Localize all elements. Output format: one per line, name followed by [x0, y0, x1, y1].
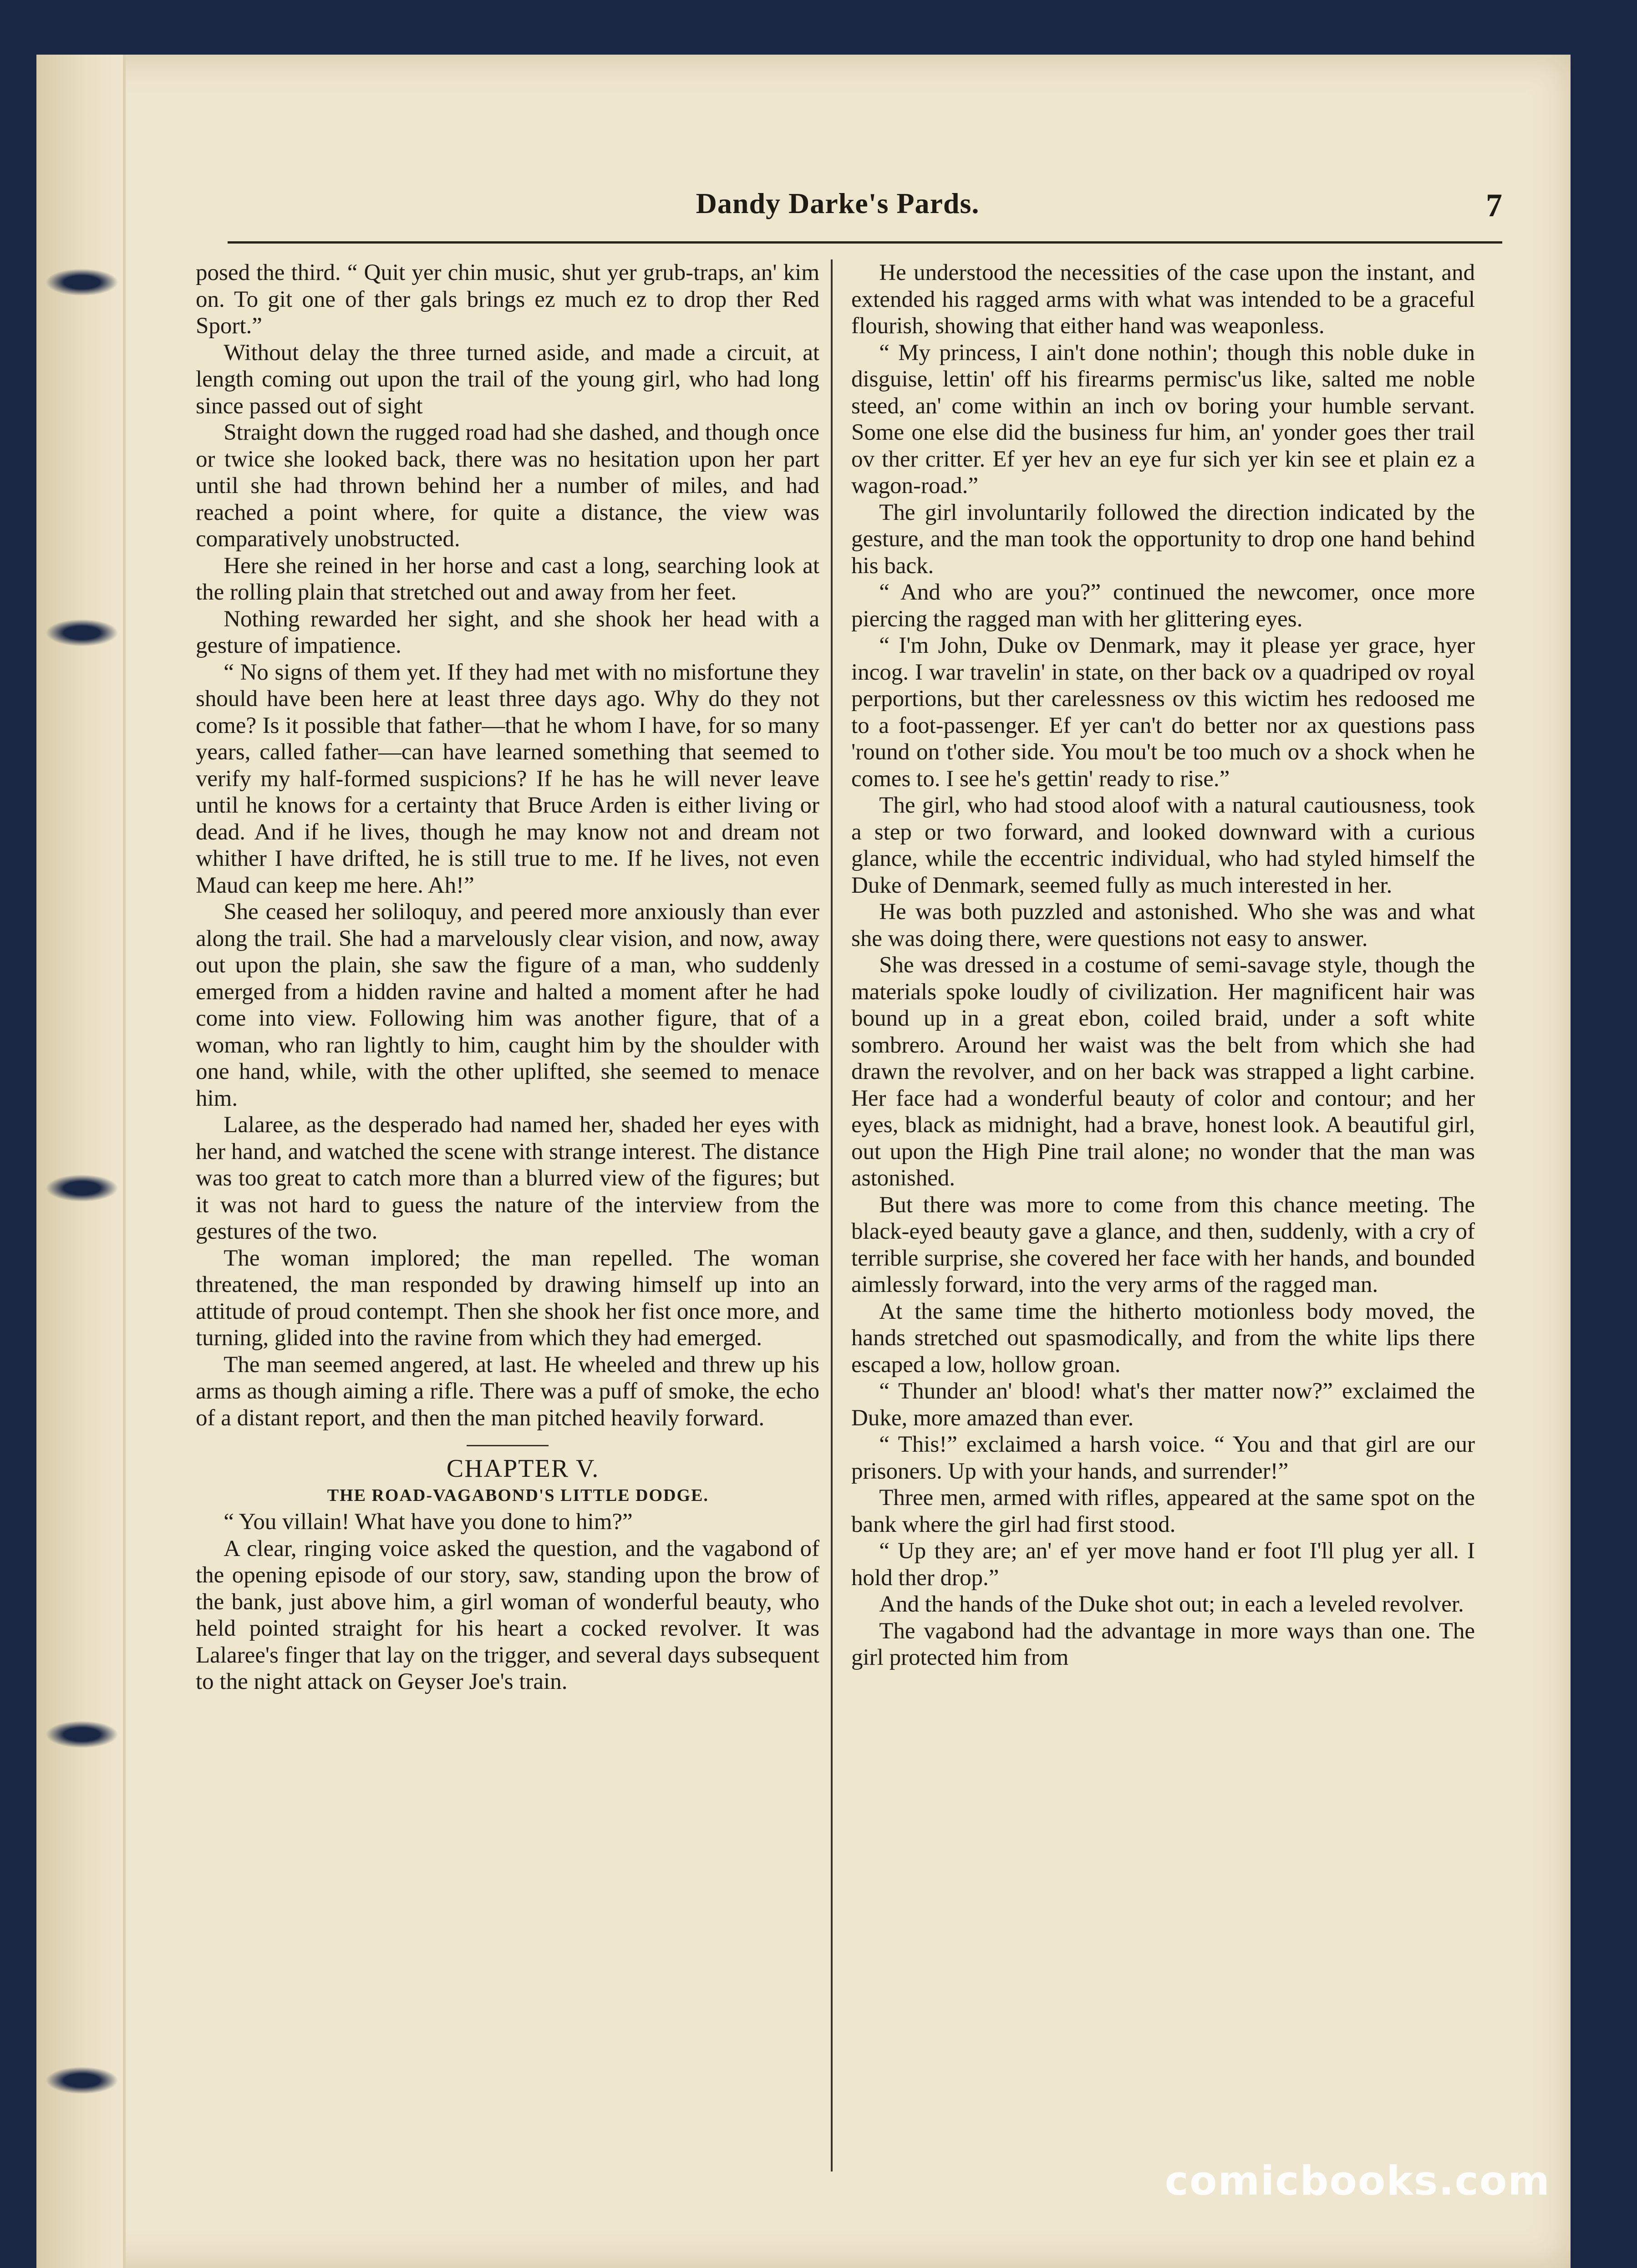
chapter-title: CHAPTER V.: [446, 1454, 600, 1483]
paragraph: He was both puzzled and astonished. Who she was and what she was doing there, were questions not easy to answer.: [851, 899, 1475, 951]
paragraph: “ You villain! What have you done to him?”: [224, 1509, 633, 1535]
paragraph: posed the third. “ Quit yer chin music, shut yer grub-traps, an' kim on. To git one of ther gals brings ez much ez to drop ther Red Sport.”: [196, 260, 819, 339]
binding-gutter: [36, 55, 126, 2268]
paragraph: The woman implored; the man repelled. The woman threatened, the man responded by drawing himself up into an attitude of proud contempt. Then she shook her fist once more, and turning, glided into the ravine from which they had emerged.: [196, 1245, 819, 1351]
binding-stitch: [46, 1721, 118, 1748]
paragraph: But there was more to come from this chance meeting. The black-eyed beauty gave a glance, and then, suddenly, with a cry of terrible surprise, she covered her face with her hands, and bounded aimlessly forward, into the very arms of the ragged man.: [851, 1192, 1475, 1297]
right-column: [851, 259, 1475, 2194]
paragraph: “ My princess, I ain't done nothin'; though this noble duke in disguise, lettin' off his firearms permisc'us like, salted me noble steed, an' come within an inch ov boring your humble servant. Some one else did the business fur him, an' yonder goes ther trail ov ther critter. Ef yer hev an eye fur sich yer kin see et plain ez a wagon-road.”: [851, 340, 1475, 498]
paragraph: And the hands of the Duke shot out; in each a leveled revolver.: [879, 1592, 1464, 1617]
paragraph: Without delay the three turned aside, and made a circuit, at length coming out upon the trail of the young girl, who had long since passed out of sight: [196, 340, 819, 419]
paragraph: She was dressed in a costume of semi-savage style, though the materials spoke loudly of civilization. Her magnificent hair was bound up in a great ebon, coiled braid, under a soft white sombrero. Around her waist was the belt from which she had drawn the revolver, and on her back was strapped a light carbine. Her face had a wonderful beauty of color and contour; and her eyes, black as midnight, had a brave, honest look. A beautiful girl, out upon the High Pine trail alone; no wonder that the man was astonished.: [851, 952, 1475, 1191]
paragraph: “ I'm John, Duke ov Denmark, may it please yer grace, hyer incog. I war travelin' in state, on ther back ov a quadriped ov royal perportions, but ther carelessness ov this wictim hes redoosed me to a foot-passenger. Ef yer can't do better nor ax questions pass 'round on t'other side. You mou't be too much ov a shock when he comes to. I see he's gettin' ready to rise.”: [851, 633, 1475, 792]
paragraph: Here she reined in her horse and cast a long, searching look at the rolling plain that stretched out and away from her feet.: [196, 553, 819, 605]
running-header: [228, 187, 1502, 244]
binding-stitch: [46, 1175, 118, 1202]
binding-stitch: [46, 619, 118, 646]
column-rule: [831, 259, 833, 2171]
magazine-page: [36, 55, 1571, 2268]
page-number: 7: [1486, 187, 1502, 224]
binding-stitch: [46, 269, 118, 296]
paragraph: Lalaree, as the desperado had named her, shaded her eyes with her hand, and watched the scene with strange interest. The distance was too great to catch more than a blurred view of the figures; but it was not hard to guess the nature of the interview from the gestures of the two.: [196, 1112, 819, 1244]
left-column: [196, 259, 819, 2194]
paragraph: She ceased her soliloquy, and peered more anxiously than ever along the trail. She had a marvelously clear vision, and now, away out upon the plain, she saw the figure of a man, who suddenly emerged from a hidden ravine and halted a moment after he had come into view. Following him was another figure, that of a woman, who ran lightly to him, caught him by the shoulder with one hand, while, with the other uplifted, she seemed to menace him.: [196, 899, 819, 1111]
paragraph: “ Thunder an' blood! what's ther matter now?” exclaimed the Duke, more amazed than ever.: [851, 1378, 1475, 1431]
paragraph: Nothing rewarded her sight, and she shook her head with a gesture of impatience.: [196, 606, 819, 658]
chapter-subtitle: THE ROAD-VAGABOND'S LITTLE DODGE.: [327, 1485, 709, 1505]
paragraph: Straight down the rugged road had she dashed, and though once or twice she looked back, there was no hesitation upon her part until she had thrown behind her a number of miles, and had reached a point where, for quite a distance, the view was comparatively unobstructed.: [196, 420, 819, 552]
watermark: comicbooks.com: [1164, 2157, 1551, 2204]
paragraph: “ And who are you?” continued the newcomer, once more piercing the ragged man with her glittering eyes.: [851, 580, 1475, 632]
paragraph: A clear, ringing voice asked the question, and the vagabond of the opening episode of our story, saw, standing upon the brow of the bank, just above him, a girl woman of wonderful beauty, who held pointed straight for his heart a cocked revolver. It was Lalaree's finger that lay on the trigger, and several days subsequent to the night attack on Geyser Joe's train.: [196, 1536, 819, 1694]
paragraph: The girl involuntarily followed the direction indicated by the gesture, and the man took the opportunity to drop one hand behind his back.: [851, 499, 1475, 579]
paragraph: The vagabond had the advantage in more ways than one. The girl protected him from: [851, 1618, 1475, 1670]
paragraph: The man seemed angered, at last. He wheeled and threw up his arms as though aiming a rifle. There was a puff of smoke, the echo of a distant report, and then the man pitched heavily forward.: [196, 1352, 819, 1431]
paragraph: “ Up they are; an' ef yer move hand er foot I'll plug yer all. I hold ther drop.”: [851, 1538, 1475, 1591]
running-title: Dandy Darke's Pards.: [696, 187, 980, 219]
paragraph: He understood the necessities of the case upon the instant, and extended his ragged arms with what was intended to be a graceful flourish, showing that either hand was weaponless.: [851, 260, 1475, 339]
paragraph: At the same time the hitherto motionless body moved, the hands stretched out spasmodically, and from the white lips there escaped a low, hollow groan.: [851, 1298, 1475, 1378]
paragraph: Three men, armed with rifles, appeared at the same spot on the bank where the girl had first stood.: [851, 1485, 1475, 1537]
paragraph: “ No signs of them yet. If they had met with no misfortune they should have been here at least three days ago. Why do they not come? Is it possible that father—that he whom I have, for so many years, called father—can have learned something that seemed to verify my half-formed suspicions? If he has he will never leave until he knows for a certainty that Bruce Arden is either living or dead. And if he lives, though he may know not and dream not whither I have drifted, he is still true to me. If he lives, not even Maud can keep me here. Ah!”: [196, 659, 819, 898]
binding-stitch: [46, 2067, 118, 2094]
paragraph: The girl, who had stood aloof with a natural cautiousness, took a step or two forward, and looked downward with a curious glance, while the eccentric individual, who had styled himself the Duke of Denmark, seemed fully as much interested in her.: [851, 793, 1475, 898]
paragraph: “ This!” exclaimed a harsh voice. “ You and that girl are our prisoners. Up with your hands, and surrender!”: [851, 1432, 1475, 1484]
chapter-divider: [467, 1445, 549, 1446]
